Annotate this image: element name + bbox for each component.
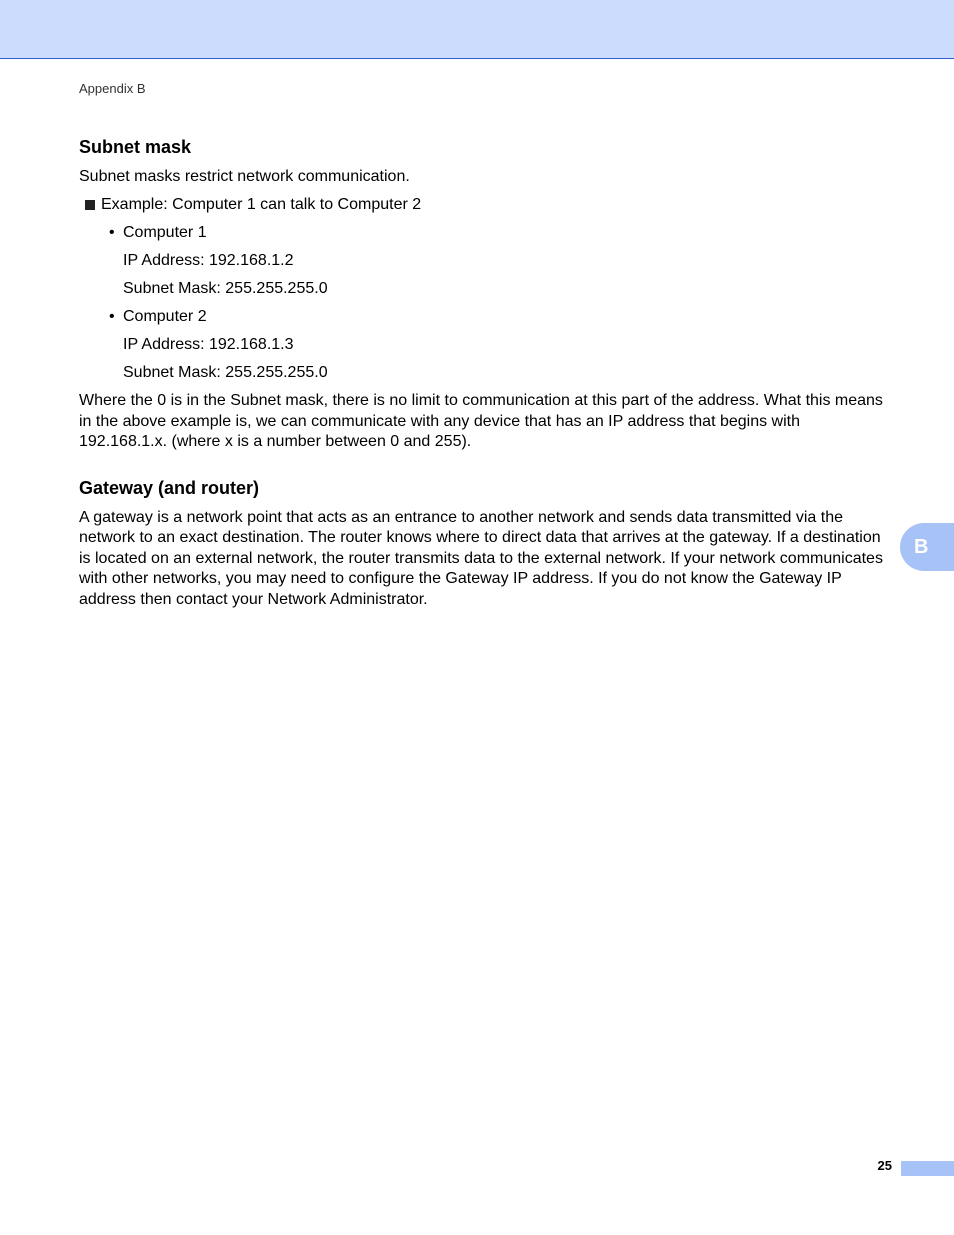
dot-bullet-icon: • [109, 224, 115, 241]
computer1-ip: IP Address: 192.168.1.2 [123, 252, 294, 269]
page-number: 25 [877, 1158, 892, 1173]
gateway-heading: Gateway (and router) [79, 477, 260, 498]
page-number-bar [901, 1161, 954, 1176]
computer1-list-item [79, 223, 891, 243]
header-band [0, 0, 954, 59]
page-content [79, 135, 891, 610]
example-list-item [79, 195, 891, 215]
computer2-list-item [79, 307, 891, 327]
square-bullet-icon [85, 200, 95, 210]
subnet-explanation: Where the 0 is in the Subnet mask, there is no limit to communication at this part of the address. What this means in the above example is, we can communicate with any device that has an IP address that begins with 192.168.1.x. (where x is a number between 0 and 255). [79, 392, 883, 450]
gateway-body: A gateway is a network point that acts as an entrance to another network and sends data transmitted via the network to an exact destination. The router knows where to direct data that arrives at the gateway. If a destination is located on an external network, the router transmits data to the external network. If your network communicates with other networks, you may need to configure the Gateway IP address. If you do not know the Gateway IP address then contact your Network Administrator. [79, 508, 883, 608]
subnet-section [79, 135, 891, 453]
subnet-intro: Subnet masks restrict network communication. [79, 168, 410, 185]
gateway-section [79, 476, 891, 611]
appendix-side-tab: B [900, 523, 954, 571]
running-header: Appendix B [79, 81, 146, 96]
computer2-name: Computer 2 [123, 308, 207, 325]
dot-bullet-icon: • [109, 308, 115, 325]
computer2-mask: Subnet Mask: 255.255.255.0 [123, 364, 328, 381]
computer2-ip: IP Address: 192.168.1.3 [123, 336, 294, 353]
subnet-heading: Subnet mask [79, 137, 192, 157]
computer1-mask: Subnet Mask: 255.255.255.0 [123, 280, 328, 297]
example-text: Example: Computer 1 can talk to Computer 2 [101, 196, 422, 213]
computer1-name: Computer 1 [123, 224, 207, 241]
